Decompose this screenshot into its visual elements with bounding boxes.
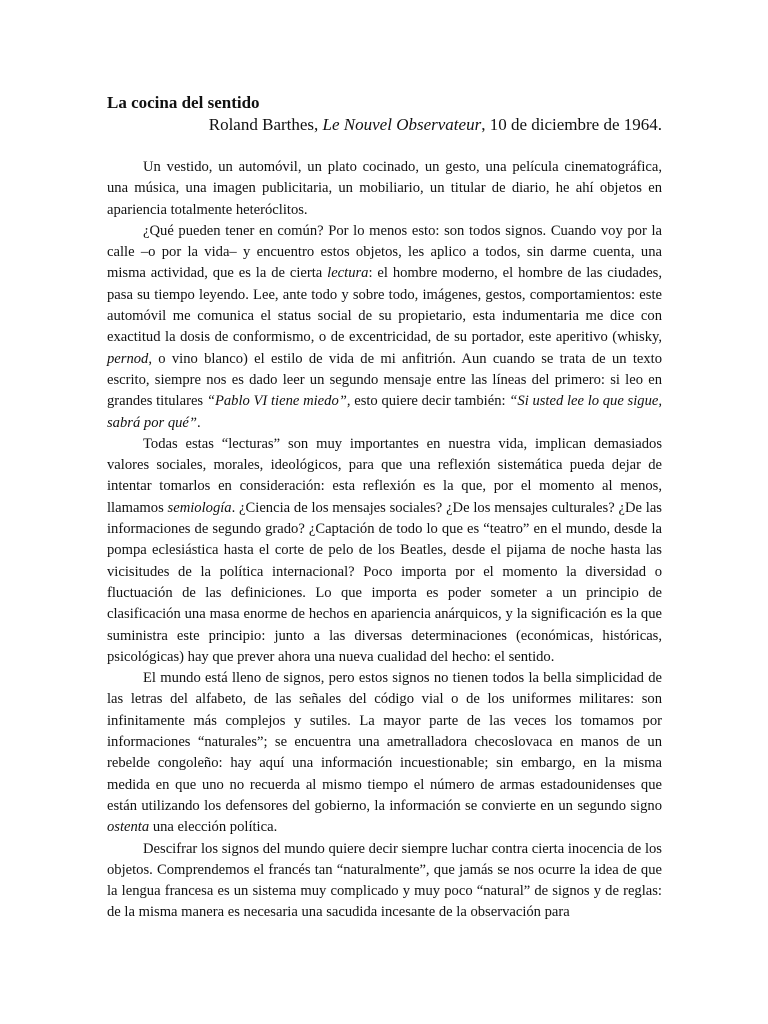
- paragraph-text: Descifrar los signos del mundo quiere decir siempre luchar contra cierta inocencia de los objetos. Comprendemos el francés tan “naturalmente”, que jamás se nos ocurre la idea de que la lengua francesa es un sistema muy complicado y muy poco “natural” de signos y de reglas: de la misma manera es necesaria una sacudida incesante de la observación para: [107, 840, 662, 921]
- paragraph-text: ¿Qué pueden tener en común? Por lo menos esto: son todos signos. Cuando voy por la calle –o por la vida– y encuentro estos objetos, les aplico a todos, sin darme cuenta, una misma actividad, que es la de cierta: [107, 222, 662, 282]
- paragraph-text: .: [197, 414, 201, 431]
- paragraph-1: [107, 157, 662, 221]
- paragraph-5: [107, 839, 662, 924]
- emphasis-headline: “Pablo VI tiene miedo”: [206, 393, 347, 410]
- byline-author: Roland Barthes,: [208, 115, 323, 134]
- byline-date: , 10 de diciembre de 1964.: [481, 115, 662, 134]
- paragraph-2: [107, 221, 662, 434]
- emphasis-subtext: “Si usted lee lo que sigue, sabrá por qué”: [107, 393, 662, 431]
- paragraph-text: , esto quiere decir también:: [346, 393, 510, 410]
- emphasis-lectura: lectura: [327, 265, 369, 282]
- paragraph-3: [107, 434, 662, 668]
- document-page: [107, 92, 662, 924]
- document-title: La cocina del sentido: [107, 93, 260, 112]
- byline: [107, 114, 662, 136]
- paragraph-text: , o vino blanco) el estilo de vida de mi anfitrión. Aun cuando se trata de un texto escrito, siempre nos es dado leer un segundo mensaje entre las líneas del primero: si leo en grandes titulares: [107, 350, 662, 410]
- article-body: [107, 157, 662, 924]
- paragraph-text: Todas estas “lecturas” son muy importantes en nuestra vida, implican demasiados valores sociales, morales, ideológicos, para que una reflexión sistemática pueda dejar de intentar tomarlos en consideración: esta reflexión es la que, por el momento al menos, llamamos: [107, 435, 662, 516]
- emphasis-semiologia: semiología: [167, 499, 232, 516]
- paragraph-text: : el hombre moderno, el hombre de las ciudades, pasa su tiempo leyendo. Lee, ante todo y sobre todo, imágenes, gestos, comportamientos: este automóvil me comunica el status social de su propietario, esta indumentaria me dice con exactitud la dosis de conformismo, o de excentricidad, de su portador, este aperitivo (whisky,: [107, 265, 662, 346]
- paragraph-text: Un vestido, un automóvil, un plato cocinado, un gesto, una película cinematográfica, una música, una imagen publicitaria, un mobiliario, un titular de diario, he ahí objetos en apariencia totalmente heteróclitos.: [107, 159, 662, 218]
- paragraph-4: [107, 668, 662, 838]
- byline-publication: Le Nouvel Observateur: [322, 115, 482, 134]
- paragraph-text: . ¿Ciencia de los mensajes sociales? ¿De los mensajes culturales? ¿De las informaciones de segundo grado? ¿Captación de todo lo que es “teatro” en el mundo, desde la pompa eclesiástica hasta el corte de pelo de los Beatles, desde el pijama de noche hasta las vicisitudes de la política internacional? Poco importa por el momento la diversidad o fluctuación de las definiciones. Lo que importa es poder someter a un principio de clasificación una masa enorme de hechos en apariencia anárquicos, y la significación es la que suministra este principio: junto a las diversas determinaciones (económicas, históricas, psicológicas) hay que prever ahora una nueva cualidad del hecho: el sentido.: [107, 499, 662, 665]
- paragraph-text: El mundo está lleno de signos, pero estos signos no tienen todos la bella simplicidad de las letras del alfabeto, de las señales del código vial o de los uniformes militares: son infinitamente más complejos y sutiles. La mayor parte de las veces los tomamos por informaciones “naturales”; se encuentra una ametralladora checoslovaca en manos de un rebelde congoleño: hay aquí una información incuestionable; sin embargo, en la misma medida en que uno no recuerda al mismo tiempo el número de armas estadounidenses que están utilizando los defensores del gobierno, la información se convierte en un segundo signo: [107, 670, 662, 814]
- paragraph-text: una elección política.: [149, 819, 278, 836]
- emphasis-ostenta: ostenta: [107, 819, 150, 836]
- emphasis-pernod: pernod: [107, 350, 149, 367]
